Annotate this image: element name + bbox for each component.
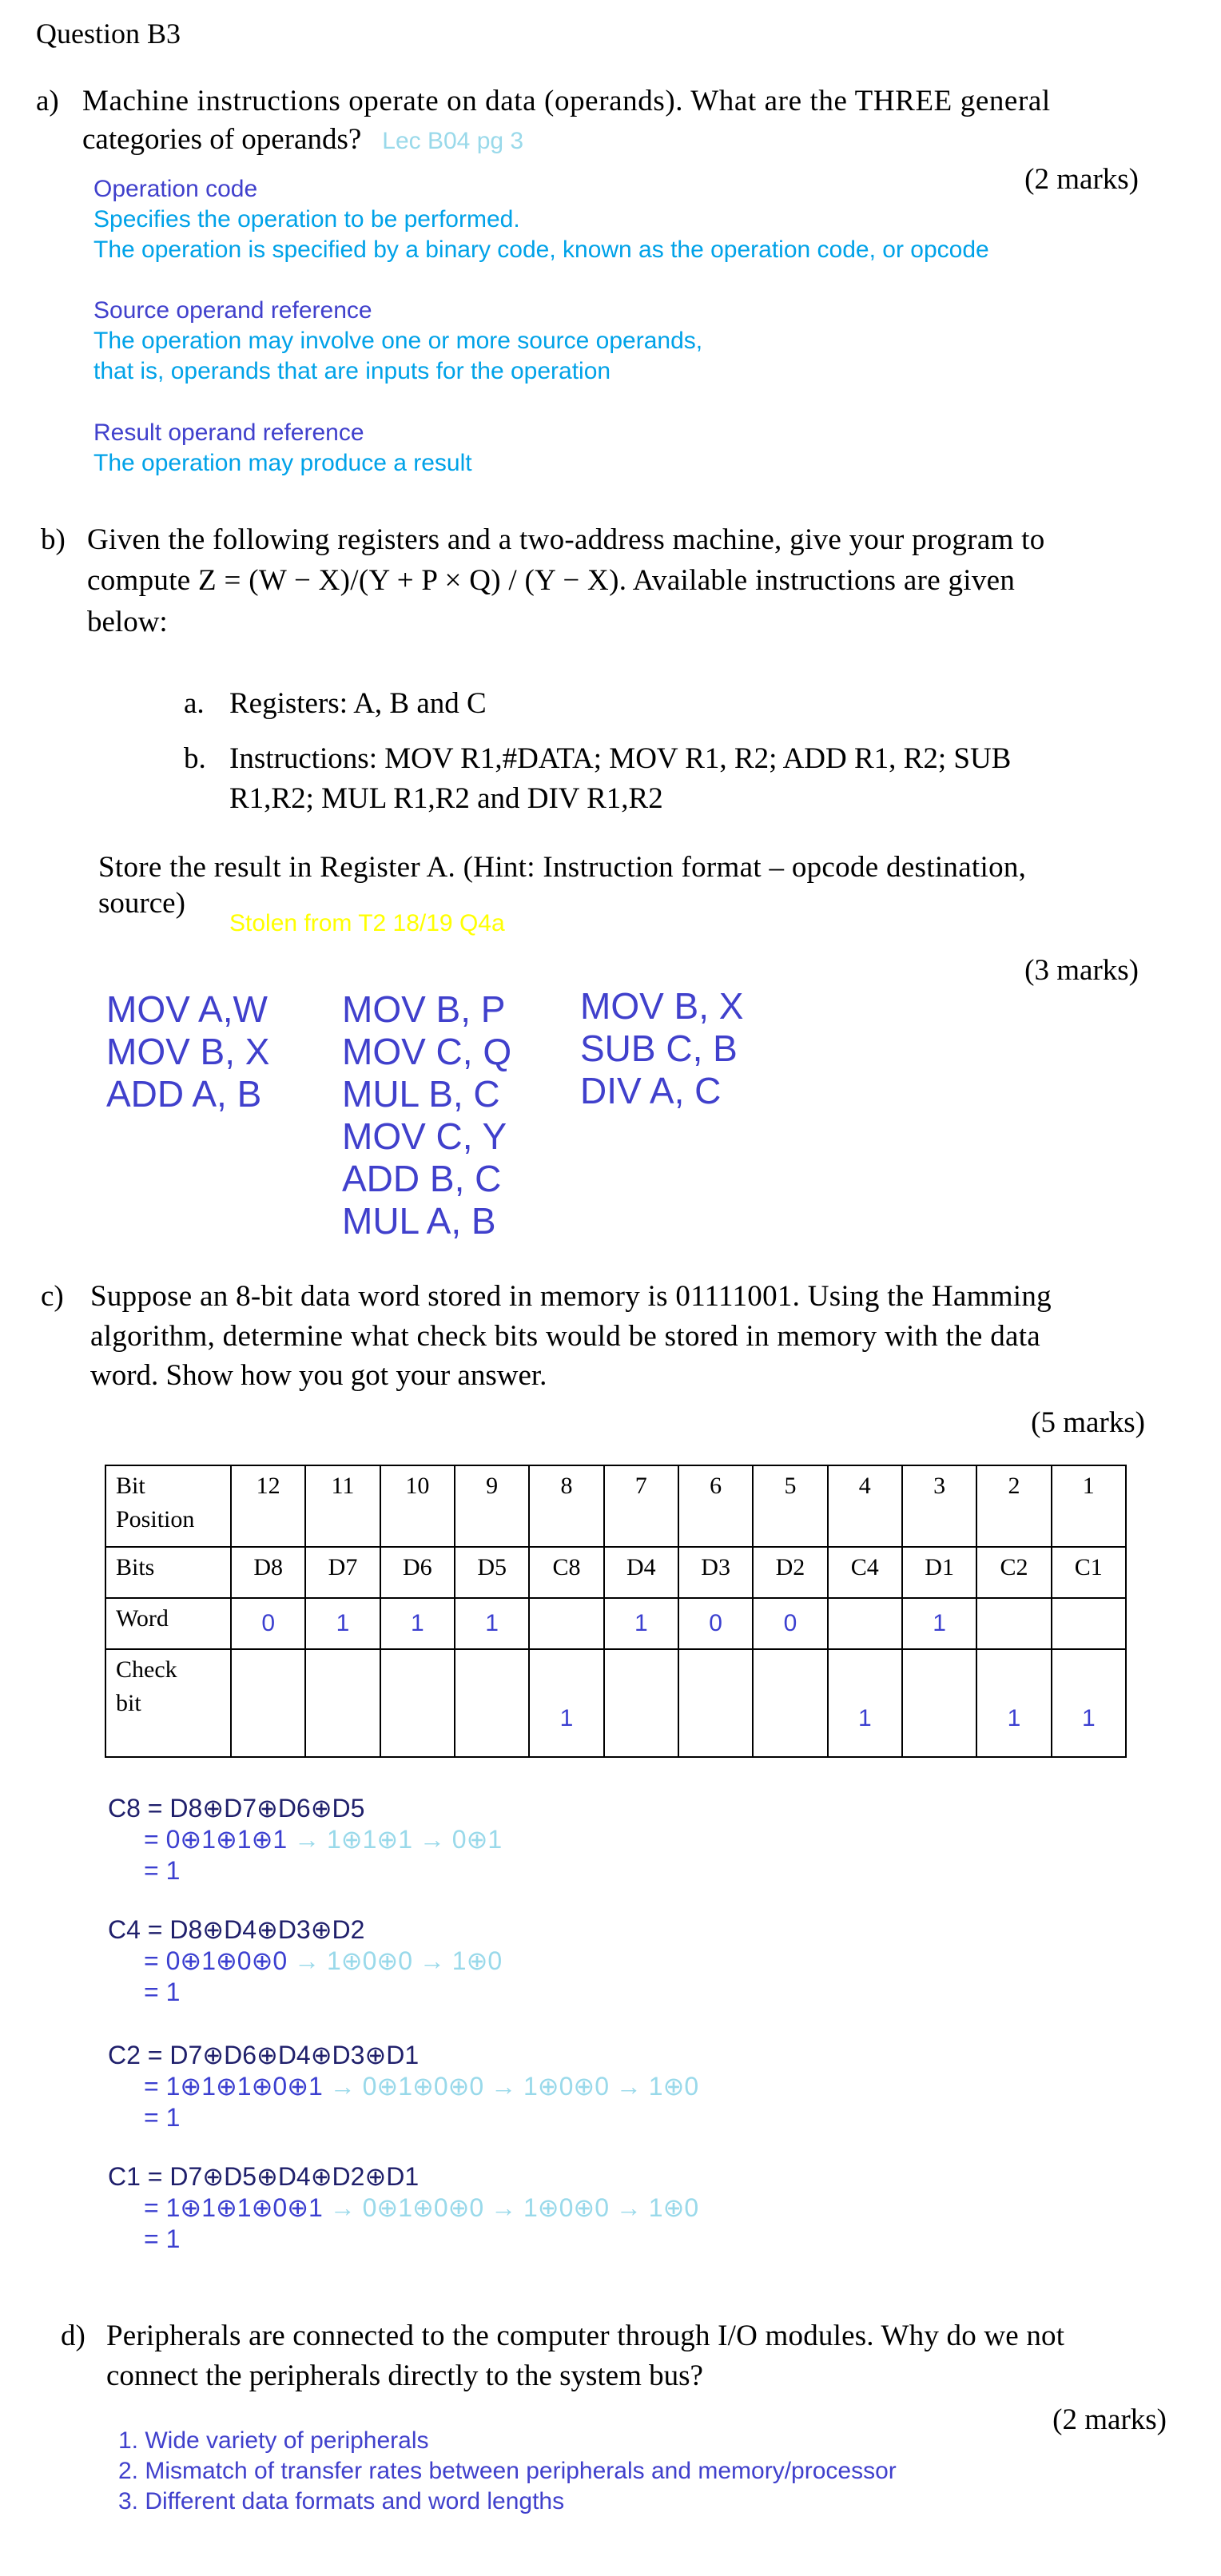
part-c-question-line2: algorithm, determine what check bits would be stored in memory with the data bbox=[90, 1320, 1041, 1353]
row-header-line: Bits bbox=[116, 1554, 155, 1580]
part-b-question-line1: Given the following registers and a two-address machine, give your program to bbox=[87, 523, 1045, 556]
check-bit-value-cell: 1 bbox=[1052, 1649, 1126, 1757]
answer-a-text-3-1: The operation may produce a result bbox=[93, 450, 472, 476]
part-c-label: c) bbox=[41, 1280, 64, 1313]
part-a-question-line2 bbox=[82, 125, 523, 154]
word-value-cell: 1 bbox=[455, 1598, 529, 1649]
table-row bbox=[105, 1649, 1126, 1757]
formula-values: = 0⊕1⊕0⊕0 bbox=[144, 1946, 288, 1975]
word-value-cell bbox=[828, 1598, 902, 1649]
source-note: Stolen from T2 18/19 Q4a bbox=[229, 910, 505, 936]
bit-label-cell: C1 bbox=[1052, 1547, 1126, 1598]
program-instruction: ADD B, C bbox=[342, 1158, 502, 1199]
program-instruction: MUL A, B bbox=[342, 1200, 496, 1242]
bit-position-cell: 5 bbox=[753, 1465, 827, 1547]
answer-d-3: 3. Different data formats and word lengths bbox=[118, 2488, 565, 2514]
part-a-label: a) bbox=[36, 85, 59, 117]
part-b-item-b-label: b. bbox=[184, 742, 206, 775]
bit-position-cell: 1 bbox=[1052, 1465, 1126, 1547]
bit-position-cell: 8 bbox=[529, 1465, 603, 1547]
program-instruction: MOV B, X bbox=[106, 1031, 270, 1072]
part-b-item-a-text: Registers: A, B and C bbox=[229, 687, 487, 720]
check-bit-value-cell bbox=[380, 1649, 455, 1757]
program-instruction: MOV B, X bbox=[580, 985, 744, 1027]
table-row bbox=[105, 1465, 1126, 1547]
program-instruction: MOV C, Y bbox=[342, 1115, 507, 1157]
question-title: Question B3 bbox=[36, 18, 181, 50]
bit-label-cell: D1 bbox=[902, 1547, 976, 1598]
formula-substitution bbox=[144, 1827, 502, 1852]
word-value-cell: 0 bbox=[753, 1598, 827, 1649]
answer-a-heading-1: Operation code bbox=[93, 176, 258, 202]
part-b-question-line2: compute Z = (W − X)/(Y + P × Q) / (Y − X). Available instructions are given bbox=[87, 564, 1016, 597]
check-bit-value-cell bbox=[455, 1649, 529, 1757]
program-instruction: MOV B, P bbox=[342, 988, 506, 1030]
bit-label-cell: D8 bbox=[231, 1547, 305, 1598]
bit-label-cell: D4 bbox=[604, 1547, 678, 1598]
part-c-question-line1: Suppose an 8-bit data word stored in memory is 01111001. Using the Hamming bbox=[90, 1280, 1052, 1313]
formula-result: = 1 bbox=[144, 1856, 181, 1885]
check-bit-value-cell: 1 bbox=[976, 1649, 1051, 1757]
answer-a-heading-2: Source operand reference bbox=[93, 297, 372, 324]
row-header bbox=[105, 1465, 231, 1547]
word-value-cell bbox=[976, 1598, 1051, 1649]
row-header-line: Check bbox=[116, 1656, 177, 1683]
check-bit-value-cell bbox=[753, 1649, 827, 1757]
part-a-question-line1 bbox=[82, 86, 1139, 116]
bit-position-cell: 11 bbox=[305, 1465, 380, 1547]
row-header bbox=[105, 1649, 231, 1757]
check-bit-value-cell bbox=[678, 1649, 753, 1757]
formula-substitution bbox=[144, 1948, 502, 1974]
formula-result: = 1 bbox=[144, 1978, 181, 2006]
word-value-cell bbox=[529, 1598, 603, 1649]
formula-steps: → 0⊕1⊕0⊕0 → 1⊕0⊕0 → 1⊕0 bbox=[322, 2072, 699, 2101]
bit-label-cell: C8 bbox=[529, 1547, 603, 1598]
answer-d-1: 1. Wide variety of peripherals bbox=[118, 2427, 429, 2454]
word-value-cell: 0 bbox=[678, 1598, 753, 1649]
bit-position-cell: 10 bbox=[380, 1465, 455, 1547]
lecture-reference: Lec B04 pg 3 bbox=[382, 128, 524, 154]
bit-label-cell: D7 bbox=[305, 1547, 380, 1598]
check-bit-value-cell bbox=[604, 1649, 678, 1757]
program-instruction: MUL B, C bbox=[342, 1073, 500, 1115]
check-bit-value-cell bbox=[902, 1649, 976, 1757]
program-instruction: MOV C, Q bbox=[342, 1031, 512, 1072]
bit-position-cell: 12 bbox=[231, 1465, 305, 1547]
part-d-question-line2: connect the peripherals directly to the system bus? bbox=[106, 2359, 703, 2392]
part-b-store-line2: source) bbox=[98, 887, 185, 920]
bit-position-cell: 3 bbox=[902, 1465, 976, 1547]
formula-result: = 1 bbox=[144, 2103, 181, 2132]
table-row bbox=[105, 1547, 1126, 1598]
formula-steps: → 0⊕1⊕0⊕0 → 1⊕0⊕0 → 1⊕0 bbox=[322, 2193, 699, 2222]
word-value-cell bbox=[1052, 1598, 1126, 1649]
bit-position-cell: 6 bbox=[678, 1465, 753, 1547]
check-bit-value-cell bbox=[305, 1649, 380, 1757]
part-a-marks: (2 marks) bbox=[1024, 163, 1139, 196]
check-bit-value-cell bbox=[231, 1649, 305, 1757]
program-column-2 bbox=[342, 988, 512, 1245]
word-value-cell: 1 bbox=[902, 1598, 976, 1649]
part-b-question-line3: below: bbox=[87, 606, 168, 638]
formula-steps: → 1⊕1⊕1 → 0⊕1 bbox=[287, 1825, 503, 1854]
part-d-marks: (2 marks) bbox=[1052, 2403, 1167, 2436]
bit-position-cell: 9 bbox=[455, 1465, 529, 1547]
check-bit-value-cell: 1 bbox=[828, 1649, 902, 1757]
program-instruction: SUB C, B bbox=[580, 1028, 738, 1069]
formula-values: = 1⊕1⊕1⊕0⊕1 bbox=[144, 2193, 323, 2222]
bit-label-cell: D5 bbox=[455, 1547, 529, 1598]
word-value-cell: 1 bbox=[380, 1598, 455, 1649]
row-header bbox=[105, 1547, 231, 1598]
formula-definition: C8 = D8⊕D7⊕D6⊕D5 bbox=[108, 1794, 365, 1823]
row-header-line: bit bbox=[116, 1690, 141, 1716]
bit-label-cell: C2 bbox=[976, 1547, 1051, 1598]
formula-definition: C2 = D7⊕D6⊕D4⊕D3⊕D1 bbox=[108, 2041, 420, 2069]
formula-values: = 1⊕1⊕1⊕0⊕1 bbox=[144, 2072, 323, 2101]
answer-a-text-1-2: The operation is specified by a binary code, known as the operation code, or opcode bbox=[93, 237, 989, 263]
formula-result: = 1 bbox=[144, 2224, 181, 2253]
part-b-item-b-text-line1: Instructions: MOV R1,#DATA; MOV R1, R2; ADD R1, R2; SUB bbox=[229, 742, 1012, 775]
bit-position-cell: 7 bbox=[604, 1465, 678, 1547]
word-value-cell: 1 bbox=[305, 1598, 380, 1649]
formula-steps: → 1⊕0⊕0 → 1⊕0 bbox=[287, 1946, 503, 1975]
program-instruction: DIV A, C bbox=[580, 1070, 722, 1111]
bit-label-cell: D6 bbox=[380, 1547, 455, 1598]
answer-a-heading-3: Result operand reference bbox=[93, 419, 364, 446]
hamming-table bbox=[105, 1465, 1127, 1758]
row-header-line: Word bbox=[116, 1605, 169, 1632]
answer-a-text-1-1: Specifies the operation to be performed. bbox=[93, 206, 520, 233]
row-header-line: Position bbox=[116, 1506, 195, 1532]
part-d-question-line1: Peripherals are connected to the computer through I/O modules. Why do we not bbox=[106, 2320, 1065, 2352]
bit-label-cell: D2 bbox=[753, 1547, 827, 1598]
check-bit-value-cell: 1 bbox=[529, 1649, 603, 1757]
bit-position-cell: 4 bbox=[828, 1465, 902, 1547]
answer-d-2: 2. Mismatch of transfer rates between peripherals and memory/processor bbox=[118, 2458, 897, 2484]
part-b-item-a-label: a. bbox=[184, 687, 205, 720]
formula-definition: C4 = D8⊕D4⊕D3⊕D2 bbox=[108, 1915, 365, 1944]
part-a-question-line2-text: categories of operands? bbox=[82, 123, 362, 156]
program-instruction: ADD A, B bbox=[106, 1073, 262, 1115]
word-value-cell: 0 bbox=[231, 1598, 305, 1649]
part-a-question-line1-text: Machine instructions operate on data (operands). What are the THREE general bbox=[82, 85, 1051, 117]
word-value-cell: 1 bbox=[604, 1598, 678, 1649]
bit-position-cell: 2 bbox=[976, 1465, 1051, 1547]
part-b-marks: (3 marks) bbox=[1024, 954, 1139, 987]
program-instruction: MOV A,W bbox=[106, 988, 268, 1030]
bit-label-cell: C4 bbox=[828, 1547, 902, 1598]
program-column-3 bbox=[580, 985, 744, 1115]
part-c-marks: (5 marks) bbox=[1031, 1406, 1145, 1439]
answer-a-text-2-1: The operation may involve one or more source operands, bbox=[93, 328, 703, 354]
bit-label-cell: D3 bbox=[678, 1547, 753, 1598]
table-row bbox=[105, 1598, 1126, 1649]
formula-substitution bbox=[144, 2195, 698, 2220]
formula-substitution bbox=[144, 2073, 698, 2099]
program-column-1 bbox=[106, 988, 270, 1118]
formula-values: = 0⊕1⊕1⊕1 bbox=[144, 1825, 288, 1854]
formula-definition: C1 = D7⊕D5⊕D4⊕D2⊕D1 bbox=[108, 2162, 420, 2191]
row-header bbox=[105, 1598, 231, 1649]
row-header-line: Bit bbox=[116, 1473, 145, 1499]
part-b-item-b-text-line2: R1,R2; MUL R1,R2 and DIV R1,R2 bbox=[229, 782, 663, 815]
part-c-question-line3: word. Show how you got your answer. bbox=[90, 1359, 547, 1392]
answer-a-text-2-2: that is, operands that are inputs for the operation bbox=[93, 358, 611, 384]
part-d-label: d) bbox=[61, 2320, 86, 2352]
part-b-label: b) bbox=[41, 523, 66, 556]
part-b-store-line1: Store the result in Register A. (Hint: Instruction format – opcode destination, bbox=[98, 851, 1027, 884]
